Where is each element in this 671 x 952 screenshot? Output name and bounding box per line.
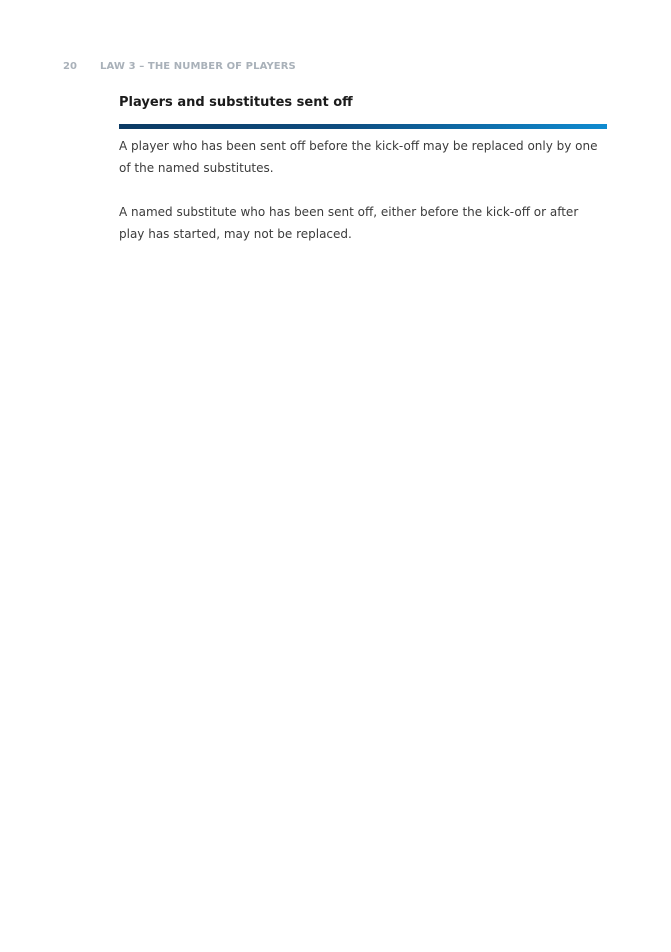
page-number: 20 [63, 60, 78, 72]
running-header [63, 59, 296, 73]
title-rule [119, 124, 607, 129]
paragraph-substitute-sent-off: A named substitute who has been sent off, either before the kick-off or after play has started, may not be replaced. [119, 205, 579, 241]
running-title: LAW 3 – THE NUMBER OF PLAYERS [100, 60, 296, 72]
section-title: Players and substitutes sent off [119, 95, 353, 110]
paragraph-sent-off-before-kickoff: A player who has been sent off before the kick-off may be replaced only by one of the named substitutes. [119, 139, 598, 175]
